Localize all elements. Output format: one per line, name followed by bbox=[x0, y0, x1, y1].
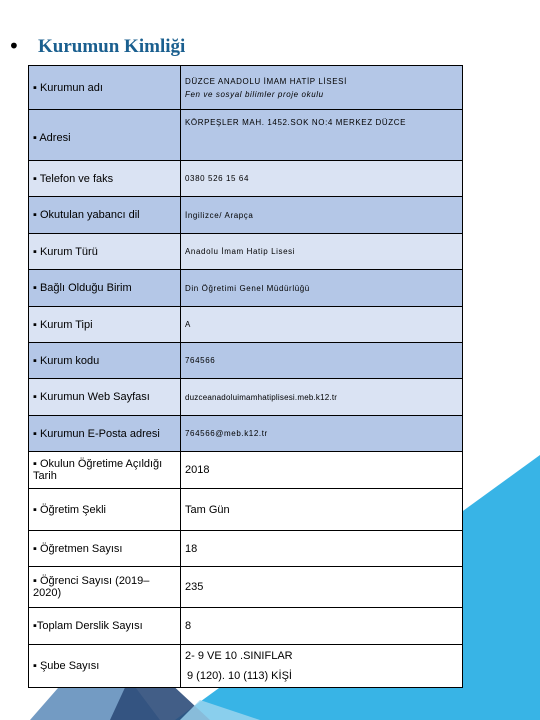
table-row bbox=[29, 608, 463, 645]
row-label: ▪ Bağlı Olduğu Birim bbox=[29, 270, 181, 307]
row-label: ▪ Kurum Türü bbox=[29, 234, 181, 270]
table-row bbox=[29, 416, 463, 452]
row-label: ▪ Okutulan yabancı dil bbox=[29, 197, 181, 234]
row-label: ▪Toplam Derslik Sayısı bbox=[29, 608, 181, 645]
row-value: KÖRPEŞLER MAH. 1452.SOK NO:4 MERKEZ DÜZCE bbox=[181, 110, 463, 161]
row-label: ▪ Kurumun adı bbox=[29, 66, 181, 110]
table-row bbox=[29, 161, 463, 197]
row-value: 0380 526 15 64 bbox=[181, 161, 463, 197]
table-row bbox=[29, 307, 463, 343]
row-label: ▪ Öğretim Şekli bbox=[29, 489, 181, 531]
row-value: 18 bbox=[181, 531, 463, 567]
table-row bbox=[29, 452, 463, 489]
row-label: ▪ Kurumun Web Sayfası bbox=[29, 379, 181, 416]
row-value-line: 2- 9 VE 10 .SINIFLAR bbox=[185, 650, 293, 662]
table-row bbox=[29, 531, 463, 567]
row-label: ▪ Okulun Öğretime Açıldığı Tarih bbox=[29, 452, 181, 489]
table-row bbox=[29, 66, 463, 110]
row-label: ▪ Şube Sayısı bbox=[29, 645, 181, 688]
row-value: 8 bbox=[181, 608, 463, 645]
table-row bbox=[29, 489, 463, 531]
slide-title: Kurumun Kimliği bbox=[38, 36, 186, 57]
table-row bbox=[29, 234, 463, 270]
row-value: 2018 bbox=[181, 452, 463, 489]
table-row bbox=[29, 270, 463, 307]
row-value: A bbox=[181, 307, 463, 343]
table-row bbox=[29, 567, 463, 608]
table-row bbox=[29, 645, 463, 688]
table-row bbox=[29, 379, 463, 416]
row-label: ▪ Kurum kodu bbox=[29, 343, 181, 379]
row-label: ▪ Öğrenci Sayısı (2019–2020) bbox=[29, 567, 181, 608]
table-row bbox=[29, 110, 463, 161]
row-value: Din Öğretimi Genel Müdürlüğü bbox=[181, 270, 463, 307]
row-label: ▪ Telefon ve faks bbox=[29, 161, 181, 197]
table-row bbox=[29, 197, 463, 234]
title-bullet: • bbox=[8, 34, 20, 58]
row-value: Anadolu İmam Hatip Lisesi bbox=[181, 234, 463, 270]
row-value: 235 bbox=[181, 567, 463, 608]
table-row bbox=[29, 343, 463, 379]
row-value: İngilizce/ Arapça bbox=[181, 197, 463, 234]
row-value: Tam Gün bbox=[181, 489, 463, 531]
row-value: duzceanadoluimamhatiplisesi.meb.k12.tr bbox=[181, 379, 463, 416]
row-value bbox=[181, 66, 463, 110]
row-label: ▪ Öğretmen Sayısı bbox=[29, 531, 181, 567]
row-value: 764566 bbox=[181, 343, 463, 379]
row-label: ▪ Kurumun E-Posta adresi bbox=[29, 416, 181, 452]
row-label: ▪ Adresi bbox=[29, 110, 181, 161]
row-value: 764566@meb.k12.tr bbox=[181, 416, 463, 452]
row-value-line: DÜZCE ANADOLU İMAM HATİP LİSESİ bbox=[185, 76, 347, 86]
row-value-line-2: Fen ve sosyal bilimler proje okulu bbox=[185, 89, 324, 99]
row-value bbox=[181, 645, 463, 688]
row-label: ▪ Kurum Tipi bbox=[29, 307, 181, 343]
row-value-line-2: 9 (120). 10 (113) KİŞİ bbox=[187, 670, 292, 682]
institution-info-table bbox=[28, 65, 463, 688]
